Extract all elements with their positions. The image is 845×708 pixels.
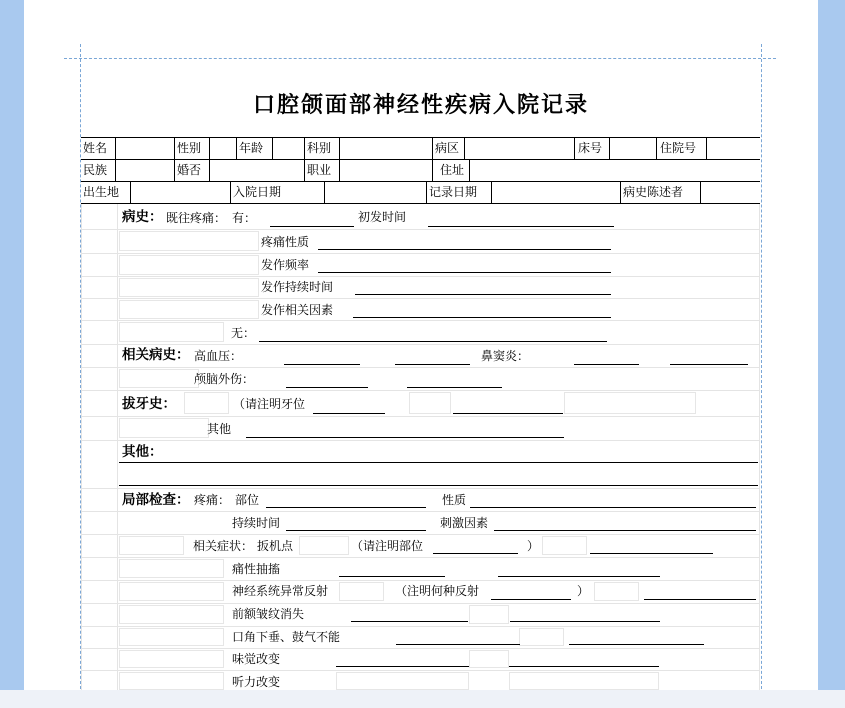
history-heading: 病史： [122, 209, 163, 225]
label-ward: 病区 [435, 141, 460, 155]
field-mouth-1[interactable] [396, 644, 520, 645]
field-attack-duration[interactable] [355, 294, 611, 295]
label-birthplace: 出生地 [83, 185, 120, 199]
local-exam-heading: 局部检查： [122, 492, 190, 508]
field-reflex-type[interactable] [491, 599, 571, 600]
label-hypertension: 高血压： [194, 349, 243, 363]
field-spasm-1[interactable] [339, 576, 445, 577]
label-onset-time: 初发时间 [358, 210, 407, 224]
label-marital: 婚否 [177, 163, 202, 177]
label-sinusitis: 鼻窦炎： [481, 349, 530, 363]
field-site[interactable] [266, 507, 426, 508]
label-yes: 有： [232, 211, 257, 225]
field-taste-2[interactable] [509, 666, 659, 667]
field-forehead-1[interactable] [351, 621, 468, 622]
label-attack-duration: 发作持续时间 [261, 280, 334, 294]
label-address: 住址 [440, 163, 465, 177]
field-tooth-position[interactable] [313, 413, 385, 414]
field-history-none[interactable] [259, 341, 607, 342]
label-forehead: 前额皱纹消失 [232, 607, 305, 621]
label-pain-nature: 疼痛性质 [261, 235, 310, 249]
field-trigger-extra[interactable] [590, 553, 713, 554]
form-title: 口腔颌面部神经性疾病入院记录 [252, 92, 589, 118]
field-brain-trauma-1[interactable] [286, 387, 368, 388]
field-others-line-2[interactable] [119, 485, 758, 486]
label-duration: 持续时间 [232, 516, 281, 530]
label-stimulus: 刺激因素 [440, 516, 489, 530]
label-bed: 床号 [578, 141, 603, 155]
label-site: 部位 [235, 493, 260, 507]
field-forehead-2[interactable] [510, 621, 660, 622]
field-onset-time[interactable] [428, 226, 614, 227]
label-admission-no: 住院号 [660, 141, 697, 155]
label-site-close: ） [527, 539, 540, 553]
label-name: 姓名 [83, 141, 108, 155]
label-attack-freq: 发作频率 [261, 258, 310, 272]
label-mouth: 口角下垂、鼓气不能 [232, 630, 341, 644]
label-trigger: 扳机点 [257, 539, 294, 553]
field-stimulus[interactable] [494, 530, 756, 531]
label-age: 年龄 [239, 141, 264, 155]
field-extraction-extra[interactable] [453, 413, 563, 414]
scroll-area-bottom [0, 690, 845, 708]
label-nature: 性质 [442, 493, 467, 507]
field-trigger-site[interactable] [433, 553, 518, 554]
label-note-site: （请注明部位 [351, 539, 424, 553]
document-page [24, 0, 818, 690]
field-sinusitis-1[interactable] [574, 364, 639, 365]
label-none: 无： [231, 326, 256, 340]
field-hypertension-1[interactable] [284, 364, 360, 365]
field-nature[interactable] [470, 507, 756, 508]
label-gender: 性别 [177, 141, 202, 155]
field-spasm-2[interactable] [498, 576, 660, 577]
field-history-yes[interactable] [270, 226, 354, 227]
label-past-pain: 既往疼痛： [166, 211, 227, 225]
label-tooth-note: （请注明牙位 [233, 397, 306, 411]
label-spasm: 痛性抽搐 [232, 562, 281, 576]
margin-guide-right [761, 44, 762, 690]
field-brain-trauma-2[interactable] [407, 387, 502, 388]
label-taste: 味觉改变 [232, 652, 281, 666]
label-related-factors: 发作相关因素 [261, 303, 334, 317]
label-reflex: 神经系统异常反射 [232, 584, 329, 598]
field-attack-freq[interactable] [318, 272, 611, 273]
field-duration[interactable] [286, 530, 426, 531]
field-taste-1[interactable] [336, 666, 469, 667]
field-reflex-extra[interactable] [644, 599, 756, 600]
label-reflex-close: ） [577, 584, 590, 598]
label-pain: 疼痛： [194, 493, 231, 507]
field-related-factors[interactable] [353, 317, 611, 318]
field-mouth-2[interactable] [569, 644, 704, 645]
label-note-reflex: （注明何种反射 [395, 584, 480, 598]
margin-guide-top [64, 58, 776, 59]
extraction-heading: 拔牙史： [122, 396, 176, 412]
label-extraction-other: 其他 [207, 422, 232, 436]
label-symptoms: 相关症状： [193, 539, 254, 553]
field-others-line-1[interactable] [119, 462, 758, 463]
others-heading: 其他： [122, 444, 163, 460]
label-ethnicity: 民族 [83, 163, 108, 177]
label-brain-trauma: 颅脑外伤： [194, 372, 255, 386]
label-admission-date: 入院日期 [233, 185, 282, 199]
field-pain-nature[interactable] [318, 249, 611, 250]
field-sinusitis-2[interactable] [670, 364, 748, 365]
label-hearing: 听力改变 [232, 675, 281, 689]
label-historian: 病史陈述者 [623, 185, 684, 199]
field-extraction-other[interactable] [246, 437, 564, 438]
label-department: 科别 [307, 141, 332, 155]
label-occupation: 职业 [307, 163, 332, 177]
label-record-date: 记录日期 [429, 185, 478, 199]
field-hypertension-2[interactable] [395, 364, 470, 365]
related-history-heading: 相关病史： [122, 347, 190, 363]
